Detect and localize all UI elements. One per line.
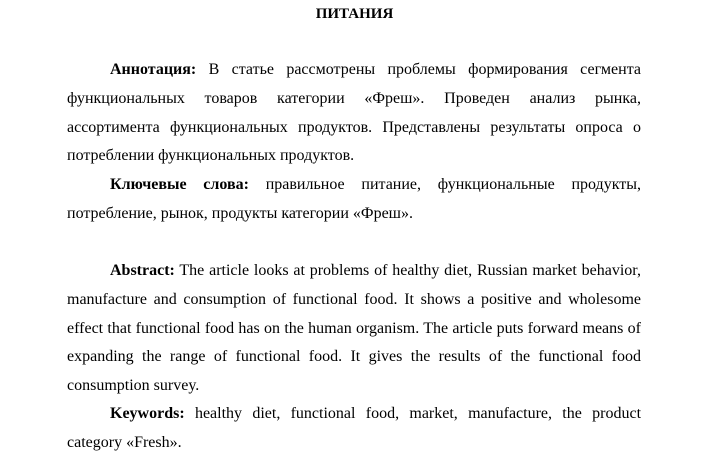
abstract-label: Abstract:	[110, 262, 175, 279]
keywords-ru-paragraph	[67, 171, 641, 229]
abstract-text: The article looks at problems of healthy diet, Russian market behavior, manufacture and consumption of functional food. It shows a positive and wholesome effect that functional food has on the human organism. The article puts forward means of expanding the range of functional food. It gives the results of the functional food consumption survey.	[67, 262, 641, 395]
keywords-ru-label: Ключевые слова:	[110, 176, 249, 193]
keywords-en-text: healthy diet, functional food, market, manufacture, the product category «Fresh».	[67, 405, 642, 451]
annotation-text: В статье рассмотрены проблемы формирования сегмента функциональных товаров категории «Фреш». Проведен анализ рынка, ассортимента функциональных продуктов. Представлены результаты опроса о потреблении функциональных продуктов.	[67, 61, 641, 165]
section-title: ПИТАНИЯ	[315, 6, 394, 22]
annotation-paragraph	[67, 56, 641, 171]
keywords-en-paragraph	[67, 400, 641, 458]
annotation-label: Аннотация:	[110, 61, 197, 78]
abstract-paragraph	[67, 257, 641, 401]
keywords-ru-text: правильное питание, функциональные продукты, потребление, рынок, продукты категории «Фреш».	[67, 176, 641, 222]
keywords-en-label: Keywords:	[110, 405, 185, 422]
